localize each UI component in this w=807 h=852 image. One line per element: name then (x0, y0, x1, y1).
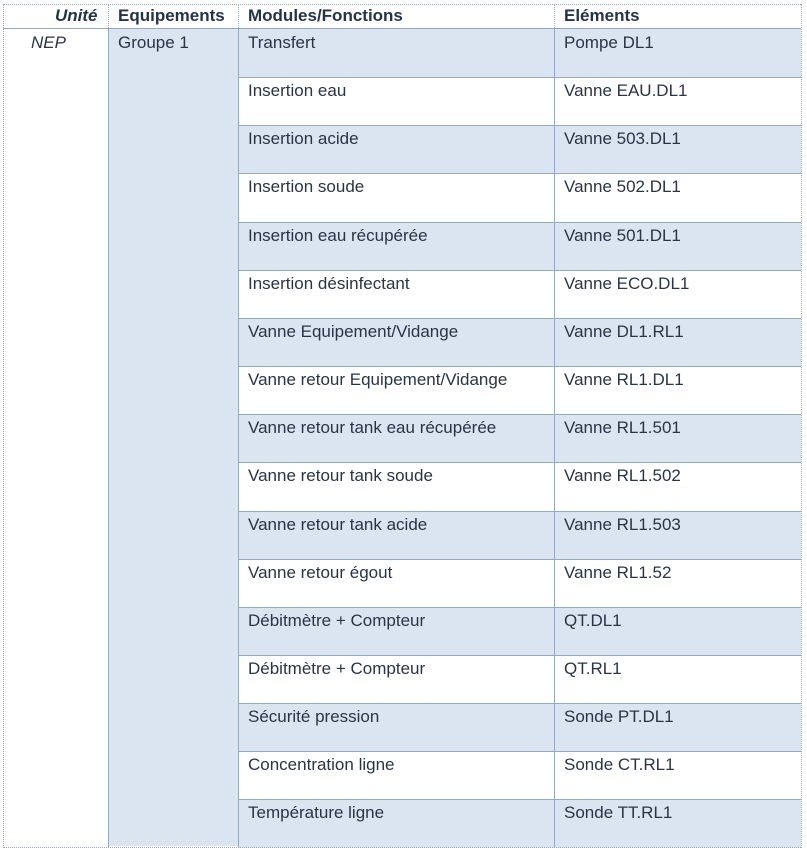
module-cell: Vanne retour tank eau récupérée (248, 418, 497, 438)
equipment-cell: Groupe 1 (118, 33, 189, 52)
header-unite: Unité (55, 6, 98, 25)
divider-unite-equipements (108, 4, 109, 28)
right-border (801, 4, 802, 848)
equipment-column-bg (109, 29, 238, 846)
module-cell: Vanne retour tank acide (248, 514, 428, 534)
row-divider (238, 462, 801, 463)
row-divider (238, 366, 801, 367)
element-cell: QT.RL1 (564, 658, 622, 678)
element-cell: QT.DL1 (564, 610, 622, 630)
module-cell: Sécurité pression (248, 707, 380, 727)
row-divider (238, 655, 801, 656)
row-divider (238, 173, 801, 174)
row-divider (238, 270, 801, 271)
module-cell: Vanne retour tank soude (248, 466, 433, 486)
element-cell: Vanne RL1.501 (564, 418, 681, 438)
header-elements: Eléments (564, 6, 640, 25)
row-divider (238, 751, 801, 752)
module-cell: Débitmètre + Compteur (248, 658, 426, 678)
element-cell: Vanne ECO.DL1 (564, 273, 690, 293)
divider-equipements-modules (238, 4, 239, 28)
row-divider (238, 559, 801, 560)
element-cell: Sonde CT.RL1 (564, 755, 675, 775)
divider-modules-elements (554, 4, 555, 28)
element-cell: Sonde TT.RL1 (564, 803, 673, 823)
element-cell: Sonde PT.DL1 (564, 707, 674, 727)
module-cell: Concentration ligne (248, 755, 395, 775)
header-modules: Modules/Fonctions (248, 6, 403, 25)
element-cell: Vanne RL1.52 (564, 562, 672, 582)
element-cell: Vanne 502.DL1 (564, 177, 681, 197)
element-cell: Pompe DL1 (564, 33, 654, 52)
module-cell: Insertion acide (248, 129, 359, 149)
module-cell: Débitmètre + Compteur (248, 610, 426, 630)
module-cell: Transfert (248, 33, 316, 52)
module-cell: Vanne Equipement/Vidange (248, 321, 459, 341)
left-border (3, 4, 4, 848)
element-cell: Vanne DL1.RL1 (564, 321, 684, 341)
module-cell: Vanne retour Equipement/Vidange (248, 370, 508, 390)
module-cell: Insertion eau (248, 81, 347, 101)
element-cell: Vanne 501.DL1 (564, 225, 681, 245)
top-border (3, 4, 801, 5)
element-cell: Vanne EAU.DL1 (564, 81, 688, 101)
element-cell: Vanne RL1.DL1 (564, 370, 684, 390)
module-cell: Insertion désinfectant (248, 273, 410, 293)
row-divider (238, 77, 801, 78)
row-band (239, 29, 801, 77)
module-cell: Insertion eau récupérée (248, 225, 428, 245)
module-cell: Température ligne (248, 803, 385, 823)
module-cell: Vanne retour égout (248, 562, 393, 582)
element-cell: Vanne 503.DL1 (564, 129, 681, 149)
module-cell: Insertion soude (248, 177, 365, 197)
unit-cell: NEP (31, 33, 66, 52)
element-cell: Vanne RL1.503 (564, 514, 681, 534)
element-cell: Vanne RL1.502 (564, 466, 681, 486)
header-equipements: Equipements (118, 6, 225, 25)
